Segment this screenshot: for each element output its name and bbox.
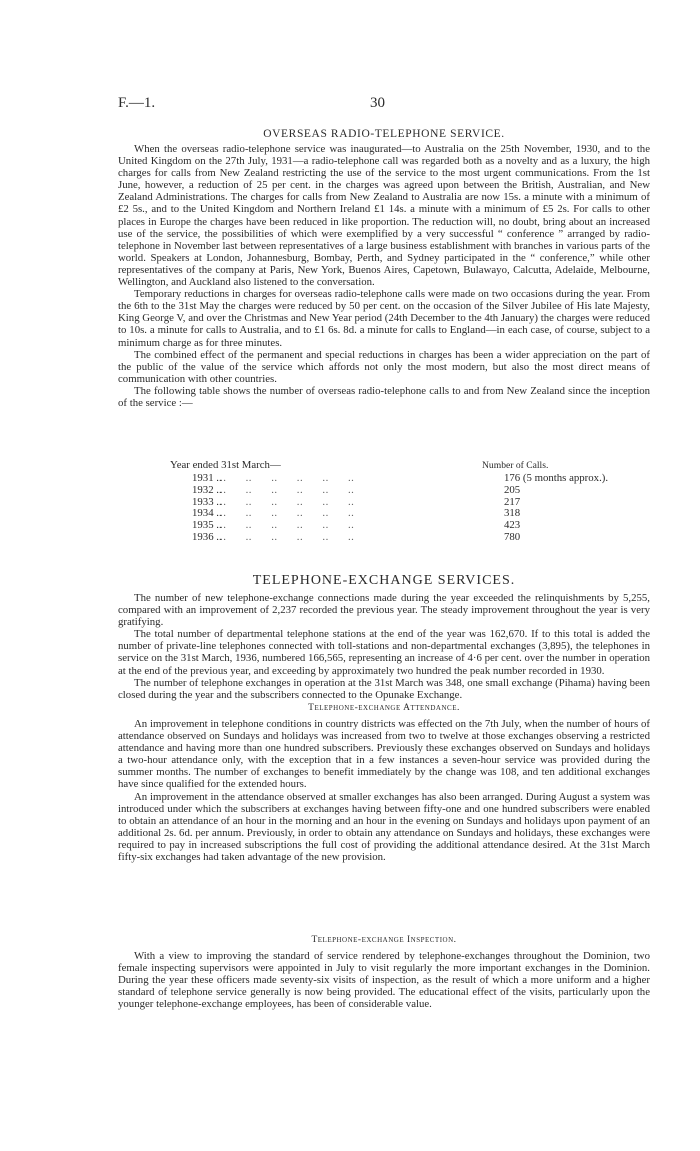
- paragraph: The number of new telephone-exchange connections made during the year exceeded the relinquishments by 5,255, compared with an improvement of 2,237 recorded the previous year. The steady improvement throughout the year is very gratifying.: [118, 592, 650, 629]
- paragraph: The total number of departmental telephone stations at the end of the year was 162,670. If to this total is added the number of private-line telephones connected with toll-stations and non-departmental exchanges (3,895), the telephones in service on the 31st March, 1936, numbered 166,565, representing an increase of 4·6 per cent. over the number in operation at the end of the previous year, and exceeding by approximately two hundred the peak number recorded in 1930.: [118, 628, 650, 677]
- table-row: [118, 485, 650, 497]
- table-cell-year: 1936 ..: [192, 530, 222, 543]
- page-header: [118, 95, 648, 115]
- table-column-year: Year ended 31st March—: [170, 459, 281, 471]
- table-cell-year: 1934 ..: [192, 507, 222, 520]
- table-cell-calls: 205: [504, 483, 521, 496]
- table-cell-calls: 780: [504, 530, 521, 543]
- paragraph: The following table shows the number of overseas radio-telephone calls to and from New Zealand since the inception of the service :—: [118, 384, 650, 409]
- table-leader-dots: .. .. .. .. .. ..: [220, 507, 355, 520]
- table-row: [118, 532, 650, 544]
- table-cell-year: 1931 ..: [192, 472, 222, 484]
- table-cell-year: 1933 ..: [192, 495, 222, 508]
- subsection-title-exchange-attendance: Telephone-exchange Attendance.: [308, 703, 460, 713]
- section-title-overseas-radio-telephone: OVERSEAS RADIO-TELEPHONE SERVICE.: [263, 128, 505, 140]
- subsection-body-exchange-attendance: [118, 718, 650, 863]
- document-code: F.—1.: [118, 95, 156, 111]
- paragraph: With a view to improving the standard of service rendered by telephone-exchanges throughout the Dominion, two female inspecting supervisors were appointed in July to visit regularly the more important exchanges in the Dominion. During the year these officers made seventy-six visits of inspection, as the result of which a more uniform and a higher standard of telephone service generally is now being provided. The educational effect of the visits, particularly upon the younger telephone-exchange employees, has been of considerable value.: [118, 950, 650, 1011]
- section-title-telephone-exchange-services: TELEPHONE-EXCHANGE SERVICES.: [252, 573, 516, 588]
- paragraph: The combined effect of the permanent and special reductions in charges has been a wider appreciation on the part of the public of the value of the service which affords not only the most modern, but also the most direct means of communication with other countries.: [118, 348, 650, 385]
- table-leader-dots: .. .. .. .. .. ..: [220, 495, 355, 508]
- table-leader-dots: .. .. .. .. .. ..: [220, 519, 355, 532]
- section-body-overseas-radio-telephone: [118, 143, 650, 409]
- table-cell-calls: 423: [504, 519, 521, 532]
- subsection-body-exchange-inspection: [118, 950, 650, 1010]
- table-cell-calls: 318: [504, 507, 521, 520]
- section-body-telephone-exchange-services: [118, 592, 650, 701]
- paragraph: Temporary reductions in charges for overseas radio-telephone calls were made on two occasions during the year. From the 6th to the 31st May the charges were reduced by 50 per cent. on the occasion of the Silver Jubilee of His late Majesty, King George V, and over the Christmas and New Year period (24th December to the 4th January) the charges were reduced to 10s. a minute for calls to Australia, and to £1 6s. 8d. a minute for calls to England—in each case, of course, subject to a minimum charge as for three minutes.: [118, 288, 650, 349]
- table-cell-calls: 217: [504, 495, 521, 508]
- paragraph: The number of telephone exchanges in operation at the 31st March was 348, one small exchange (Pihama) having been closed during the year and the subscribers connected to the Opunake Exchange.: [118, 676, 650, 701]
- table-cell-year: 1932 ..: [192, 483, 222, 496]
- table-cell-calls: 176 (5 months approx.).: [504, 472, 609, 484]
- table-leader-dots: .. .. .. .. .. ..: [220, 483, 355, 496]
- paragraph: An improvement in telephone conditions in country districts was effected on the 7th July, when the number of hours of attendance observed on Sundays and holidays was increased from two to twelve at those exchanges observing a restricted attendance and having more than one hundred subscribers. Previously these exchanges observed on Sundays and holidays a two-hour attendance only, with the exception that in a few instances a seven-hour service was provided during the summer months. The number of exchanges to benefit immediately by the change was 108, and ten additional exchanges have since qualified for the extended hours.: [118, 718, 650, 791]
- table-column-calls: Number of Calls.: [482, 460, 549, 471]
- table-cell-year: 1935 ..: [192, 519, 222, 532]
- table-leader-dots: .. .. .. .. .. ..: [220, 530, 355, 543]
- paragraph: When the overseas radio-telephone service was inaugurated—to Australia on the 25th November, 1930, and to the United Kingdom on the 27th July, 1931—a radio-telephone call was regarded both as a novelty and as a luxury, the high charges for calls from New Zealand restricting the use of the service to the most urgent communications. From the 1st June, however, a reduction of 25 per cent. in the charges was agreed upon between the British, Australian, and New Zealand Administrations. The charges for calls from New Zealand to Australia are now 15s. a minute with a minimum of £2 5s., and to the United Kingdom and Northern Ireland £1 14s. a minute with a minimum of £5 2s. For calls to other places in Europe the charges have been reduced in like proportion. The reduction will, no doubt, bring about an increased use of the service, the possibilities of which were exemplified by a very successful “ conference ” arranged by radio-telephone in November last between representatives of a large business establishment with branches in various parts of the world. Speakers at London, Johannesburg, Bombay, Perth, and Sydney participated in the “ conference,” while other representatives of the company at Paris, New York, Buenos Aires, Capetown, Bulawayo, Calcutta, Adelaide, Melbourne, Wellington, and Auckland also listened to the conversation.: [118, 143, 650, 289]
- table-leader-dots: .. .. .. .. .. ..: [220, 472, 355, 484]
- subsection-title-exchange-inspection: Telephone-exchange Inspection.: [311, 935, 457, 945]
- page-number: 30: [370, 95, 385, 111]
- paragraph: An improvement in the attendance observed at smaller exchanges has also been arranged. During August a system was introduced under which the subscribers at exchanges having between fifty-one and one hundred subscribers were enabled to obtain an attendance of an hour in the morning and an hour in the evening on Sundays and holidays upon payment of an additional 2s. 6d. per annum. Previously, in order to obtain any attendance on Sundays and holidays, these exchanges were required to pay in increased subscriptions the full cost of providing the additional attendance desired. At the 31st March fifty-six exchanges had taken advantage of the new provision.: [118, 790, 650, 864]
- radio-telephone-calls-table: [118, 460, 650, 544]
